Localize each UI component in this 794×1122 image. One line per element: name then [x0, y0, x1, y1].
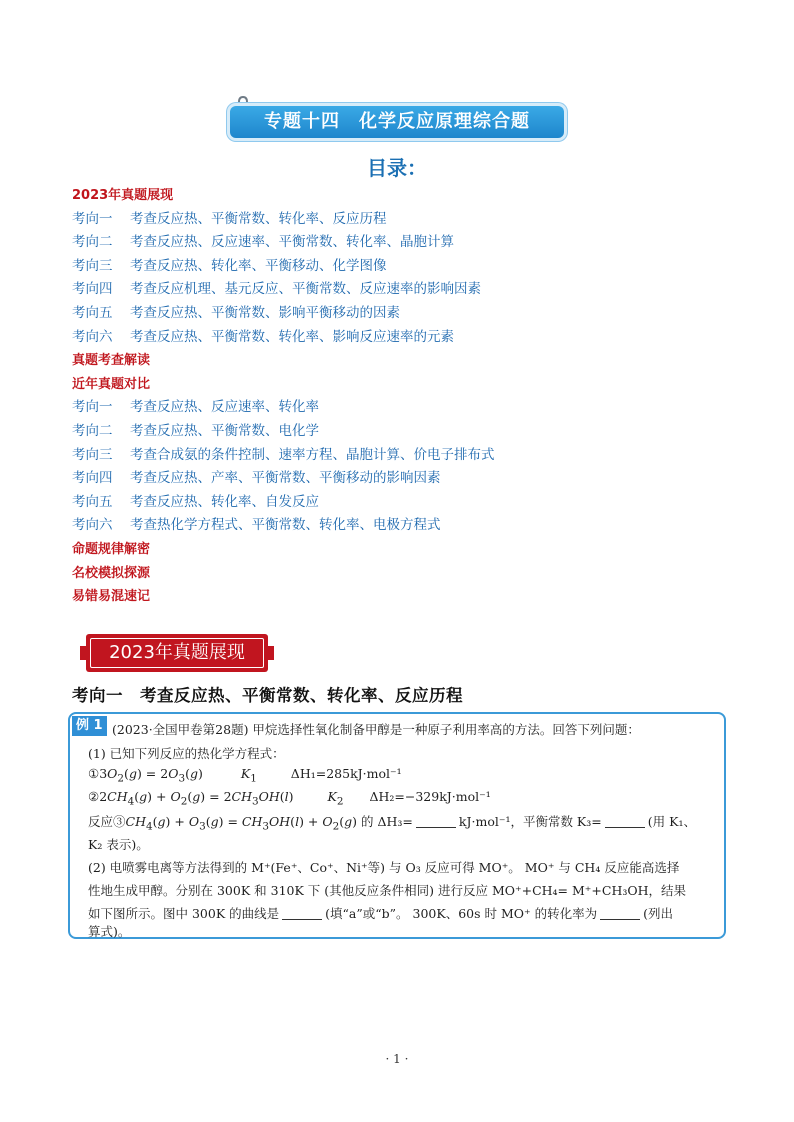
- toc-entry[interactable]: [72, 255, 752, 279]
- toc-entry-label: 考向四: [72, 470, 113, 487]
- toc-entry-label: 考向一: [72, 210, 113, 227]
- reaction-3-tail: K₂ 表示)。: [88, 837, 149, 852]
- toc-entry[interactable]: [72, 396, 752, 420]
- question-2-line-4: 算式)。: [88, 924, 131, 939]
- toc-entry-label: 考向三: [72, 446, 113, 463]
- toc-section-heading[interactable]: [72, 562, 752, 586]
- toc-entry-text: 真题考查解读: [72, 353, 151, 369]
- question-2-line-1: (2) 电喷雾电离等方法得到的 M⁺(Fe⁺、Co⁺、Ni⁺等) 与 O₃ 反应可得 MO⁺。 MO⁺ 与 CH₄ 反应能高选择: [88, 860, 680, 875]
- toc-entry-text: 考查合成氨的条件控制、速率方程、晶胞计算、价电子排布式: [130, 446, 495, 463]
- toc-entry-label: 考向二: [72, 422, 113, 439]
- toc-entry-text: 考查反应机理、基元反应、平衡常数、反应速率的影响因素: [130, 281, 481, 298]
- question-2-line-2: 性地生成甲醇。分别在 300K 和 310K 下 (其他反应条件相同) 进行反应 MO⁺+CH₄= M⁺+CH₃OH，结果: [88, 883, 686, 898]
- toc-entry-label: 考向五: [72, 304, 113, 321]
- toc-entry[interactable]: [72, 278, 752, 302]
- toc-entry[interactable]: [72, 444, 752, 468]
- toc-section-heading[interactable]: [72, 184, 752, 208]
- toc-entry[interactable]: [72, 231, 752, 255]
- toc-entry-text: 考查反应热、平衡常数、电化学: [130, 422, 319, 439]
- toc-entry-label: 考向二: [72, 234, 113, 251]
- toc-entry-label: 考向六: [72, 517, 113, 534]
- toc-entry-text: 考查反应热、平衡常数、影响平衡移动的因素: [130, 304, 400, 321]
- toc-entry-text: 考查反应热、反应速率、转化率: [130, 399, 319, 416]
- question-1-head: (1) 已知下列反应的热化学方程式：: [88, 746, 285, 761]
- section-title: 考向一 考查反应热、平衡常数、转化率、反应历程: [72, 686, 463, 705]
- toc-entry-text: 考查反应热、平衡常数、转化率、反应历程: [130, 210, 387, 227]
- toc-entry[interactable]: [72, 208, 752, 232]
- reaction-2: $②2CH_4(g) + O_2(g) = 2CH_3OH(l)$ $K_2$ ΔH₂=−329kJ·mol⁻¹: [88, 789, 491, 808]
- table-of-contents: [72, 184, 752, 609]
- toc-entry[interactable]: [72, 491, 752, 515]
- example-intro: (2023·全国甲卷第28题) 甲烷选择性氧化制备甲醇是一种原子利用率高的方法。回答下列问题：: [112, 722, 640, 737]
- section-badge: [86, 634, 268, 672]
- page-title-banner: 专题十四 化学反应原理综合题: [230, 106, 564, 138]
- question-2-line-3: 如下图所示。图中 300K 的曲线是 (填“a”或“b”。 300K、60s 时 MO⁺ 的转化率为 (列出: [88, 906, 673, 921]
- toc-entry[interactable]: [72, 302, 752, 326]
- toc-entry-text: 2023年真题展现: [72, 188, 174, 203]
- toc-entry-text: 近年真题对比: [72, 376, 151, 392]
- toc-entry-text: 命题规律解密: [72, 541, 151, 557]
- toc-section-heading[interactable]: [72, 373, 752, 397]
- toc-entry[interactable]: [72, 467, 752, 491]
- reaction-1: $①3O_2(g) = 2O_3(g)$ $K_1$ ΔH₁=285kJ·mol⁻¹: [88, 766, 402, 785]
- answer-blank-curve[interactable]: [282, 919, 322, 920]
- toc-heading: 目录：: [367, 156, 427, 180]
- answer-blank-dh3[interactable]: [416, 827, 456, 828]
- reaction-3: 反应$③CH_4(g) + O_3(g) = CH_3OH(l) + O_2(g)$ 的 ΔH₃= kJ·mol⁻¹，平衡常数 K₃= (用 K₁、: [88, 814, 696, 833]
- toc-section-heading[interactable]: [72, 538, 752, 562]
- toc-entry-text: 考查反应热、转化率、自发反应: [130, 493, 319, 510]
- toc-entry[interactable]: [72, 514, 752, 538]
- example-tag: 例 1: [72, 716, 107, 736]
- toc-entry-label: 考向三: [72, 257, 113, 274]
- toc-entry[interactable]: [72, 420, 752, 444]
- toc-entry-label: 考向一: [72, 399, 113, 416]
- toc-entry-text: 考查反应热、平衡常数、转化率、影响反应速率的元素: [130, 328, 454, 345]
- toc-entry-label: 考向五: [72, 493, 113, 510]
- toc-entry-text: 易错易混速记: [72, 589, 151, 605]
- section-badge-label: 2023年真题展现: [90, 638, 264, 668]
- answer-blank-conversion[interactable]: [600, 919, 640, 920]
- toc-entry-label: 考向六: [72, 328, 113, 345]
- toc-entry-text: 考查反应热、反应速率、平衡常数、转化率、晶胞计算: [130, 234, 454, 251]
- toc-entry-text: 考查反应热、产率、平衡常数、平衡移动的影响因素: [130, 470, 441, 487]
- answer-blank-k3[interactable]: [605, 827, 645, 828]
- toc-section-heading[interactable]: [72, 349, 752, 373]
- toc-entry-text: 名校模拟探源: [72, 565, 151, 581]
- toc-entry-label: 考向四: [72, 281, 113, 298]
- toc-entry-text: 考查反应热、转化率、平衡移动、化学图像: [130, 257, 387, 274]
- page-number: · 1 ·: [385, 1052, 409, 1066]
- toc-entry[interactable]: [72, 326, 752, 350]
- toc-section-heading[interactable]: [72, 585, 752, 609]
- toc-entry-text: 考查热化学方程式、平衡常数、转化率、电极方程式: [130, 517, 441, 534]
